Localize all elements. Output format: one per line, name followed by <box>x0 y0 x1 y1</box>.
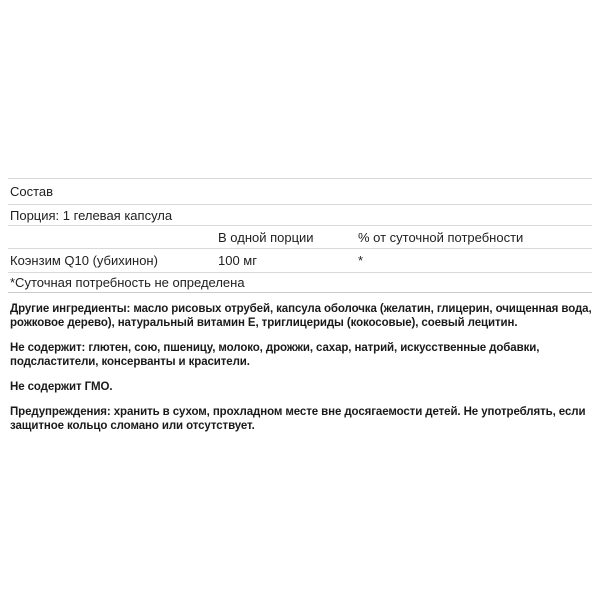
daily-value-footnote: *Суточная потребность не определена <box>10 275 245 290</box>
nutrient-amount: 100 мг <box>218 253 257 268</box>
serving-size: Порция: 1 гелевая капсула <box>10 207 173 223</box>
table-row-nutrient <box>8 248 592 272</box>
other-ingredients-text: Другие ингредиенты: масло рисовых отрубей, капсула оболочка (желатин, глицерин, очищенная вода, рожковое дерево), натуральный витамин Е, триглицериды (кокосовые), соевый лецитин. <box>10 303 592 329</box>
free-of-text: Не содержит: глютен, сою, пшеницу, молоко, дрожжи, сахар, натрий, искусственные добавки, подсластители, консерванты и красители. <box>10 342 540 368</box>
description-paragraphs <box>8 302 592 433</box>
table-row-footnote <box>8 272 592 293</box>
nutrient-name: Коэнзим Q10 (убихинон) <box>10 253 158 268</box>
gmo-free-text: Не содержит ГМО. <box>10 381 113 393</box>
table-row-title <box>8 178 592 204</box>
supplement-facts-table <box>8 178 592 293</box>
warnings-text: Предупреждения: хранить в сухом, прохладном месте вне досягаемости детей. Не употреблять, если защитное кольцо сломано или отсутствует. <box>10 406 586 432</box>
section-title: Состав <box>10 184 54 199</box>
table-header-row <box>8 225 592 248</box>
col-header-daily-value: % от суточной потребности <box>358 229 524 245</box>
col-header-per-serving: В одной порции <box>218 229 314 245</box>
table-row-serving <box>8 204 592 225</box>
nutrient-daily-value: * <box>358 253 364 268</box>
